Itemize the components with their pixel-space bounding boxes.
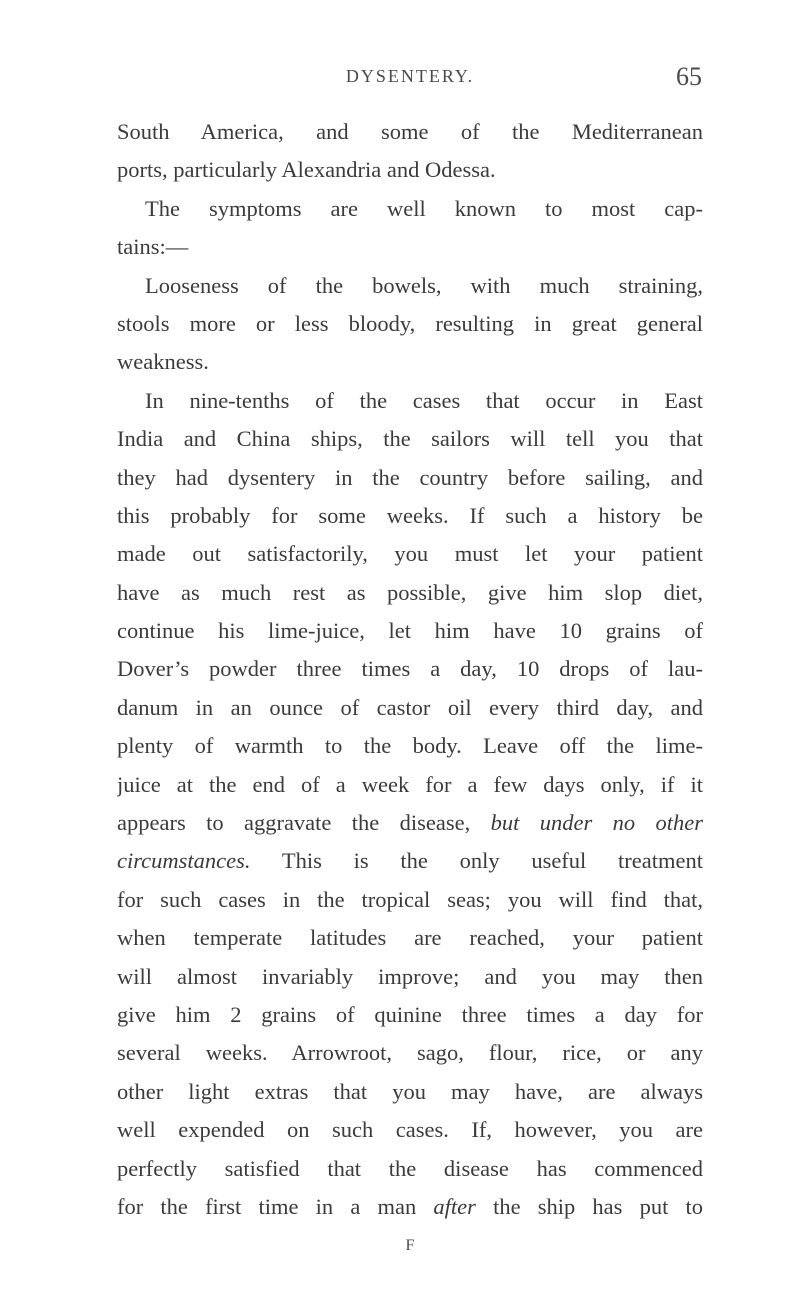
running-head <box>118 62 702 96</box>
text-line: give him 2 grains of quinine three times a day for <box>117 1001 703 1027</box>
text-line: made out satisfactorily, you must let your patient <box>117 541 703 567</box>
text-span: for the first time in a man <box>117 1193 417 1219</box>
text-line: when temperate latitudes are reached, your patient <box>117 925 703 951</box>
text-line: South America, and some of the Mediterranean <box>117 119 703 144</box>
text-line: will almost invariably improve; and you may then <box>117 963 703 989</box>
text-line: perfectly satisfied that the disease has commenced <box>117 1155 703 1181</box>
text-line: have as much rest as possible, give him slop diet, <box>117 579 703 605</box>
text-line: this probably for some weeks. If such a history be <box>117 502 703 528</box>
text-line: In nine-tenths of the cases that occur in East <box>145 387 703 413</box>
text-line: tains:— <box>117 234 189 260</box>
text-line: ports, particularly Alexandria and Odessa. <box>117 157 496 183</box>
text-line <box>117 804 703 842</box>
text-line: continue his lime-juice, let him have 10 grains of <box>117 618 703 644</box>
italic-span: circumstances. <box>117 848 251 874</box>
text-line: well expended on such cases. If, however, you are <box>117 1117 703 1143</box>
text-line: India and China ships, the sailors will tell you that <box>117 426 703 452</box>
text-line: other light extras that you may have, are always <box>117 1078 703 1104</box>
page-number: 65 <box>676 62 702 91</box>
text-line: The symptoms are well known to most cap- <box>145 195 703 221</box>
text-line <box>117 1188 703 1226</box>
italic-span: after <box>433 1193 476 1219</box>
signature-mark: F <box>405 1237 415 1254</box>
text-line: weakness. <box>117 349 209 375</box>
text-line: stools more or less bloody, resulting in great general <box>117 310 703 336</box>
text-line: they had dysentery in the country before sailing, and <box>117 464 703 490</box>
running-title: DYSENTERY. <box>345 66 475 86</box>
text-line: several weeks. Arrowroot, sago, flour, rice, or any <box>117 1040 703 1066</box>
text-line: Looseness of the bowels, with much straining, <box>145 272 703 298</box>
text-span: the ship has put to <box>493 1193 703 1219</box>
italic-span: but under no other <box>490 810 703 836</box>
text-line: juice at the end of a week for a few days only, if it <box>117 771 703 797</box>
text-line: Dover’s powder three times a day, 10 drops of lau- <box>117 656 703 682</box>
text-span: This is the only useful treatment <box>281 848 703 874</box>
text-line: danum in an ounce of castor oil every third day, and <box>117 694 703 720</box>
text-line: plenty of warmth to the body. Leave off the lime- <box>117 733 703 759</box>
body-text <box>117 113 703 1226</box>
text-span: appears to aggravate the disease, <box>117 810 471 836</box>
text-line: for such cases in the tropical seas; you will find that, <box>117 886 703 912</box>
text-line <box>117 842 703 880</box>
